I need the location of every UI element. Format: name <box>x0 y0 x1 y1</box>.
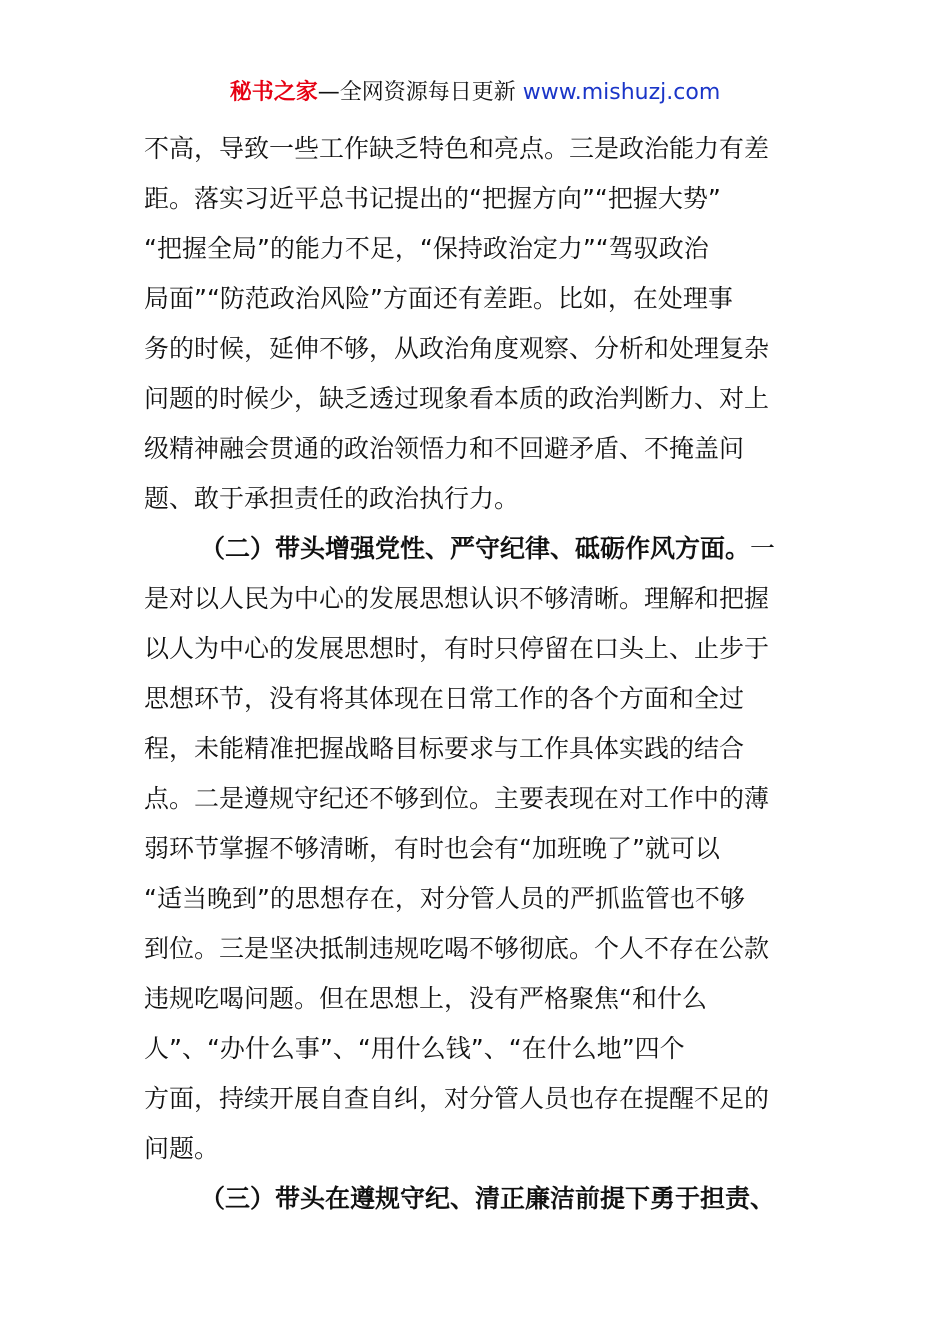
paragraph-line: 务的时候，延伸不够，从政治角度观察、分析和处理复杂 <box>144 334 770 363</box>
paragraph-line: 点。二是遵规守纪还不够到位。主要表现在对工作中的薄 <box>144 784 770 813</box>
paragraph-line: 不高，导致一些工作缺乏特色和亮点。三是政治能力有差 <box>144 134 770 163</box>
paragraph-line: 弱环节掌握不够清晰，有时也会有“加班晚了”就可以 <box>144 834 720 863</box>
section-3-heading: （三）带头在遵规守纪、清正廉洁前提下勇于担责、 <box>200 1184 776 1213</box>
section-2-lead: 一 <box>750 534 776 563</box>
paragraph-line: 方面，持续开展自查自纠，对分管人员也存在提醒不足的 <box>144 1084 770 1113</box>
section-2-heading: （二）带头增强党性、严守纪律、砥砺作风方面。 <box>200 534 751 563</box>
page-header <box>0 78 950 108</box>
paragraph-line: 局面”“防范政治风险”方面还有差距。比如，在处理事 <box>144 284 733 313</box>
paragraph-line: 人”、“办什么事”、“用什么钱”、“在什么地”四个 <box>144 1034 685 1063</box>
section-2-first-line <box>144 524 806 574</box>
site-tagline: —全网资源每日更新 <box>317 80 523 105</box>
paragraph-line: 程，未能精准把握战略目标要求与工作具体实践的结合 <box>144 734 745 763</box>
paragraph-line: 到位。三是坚决抵制违规吃喝不够彻底。个人不存在公款 <box>144 934 770 963</box>
paragraph-line: 是对以人民为中心的发展思想认识不够清晰。理解和把握 <box>144 584 770 613</box>
paragraph-line: “适当晚到”的思想存在，对分管人员的严抓监管也不够 <box>144 884 745 913</box>
site-brand: 秘书之家 <box>229 80 318 105</box>
paragraph-line: 题、敢于承担责任的政治执行力。 <box>144 484 520 513</box>
paragraph-line: 问题的时候少，缺乏透过现象看本质的政治判断力、对上 <box>144 384 770 413</box>
paragraph-line: 思想环节，没有将其体现在日常工作的各个方面和全过 <box>144 684 745 713</box>
paragraph-line: “把握全局”的能力不足，“保持政治定力”“驾驭政治 <box>144 234 709 263</box>
paragraph-line: 问题。 <box>144 1134 220 1163</box>
paragraph-line: 违规吃喝问题。但在思想上，没有严格聚焦“和什么 <box>144 984 707 1013</box>
paragraph-line: 以人为中心的发展思想时，有时只停留在口头上、止步于 <box>144 634 770 663</box>
site-url[interactable]: www.mishuzj.com <box>522 80 721 105</box>
paragraph-line: 距。落实习近平总书记提出的“把握方向”“把握大势” <box>144 184 721 213</box>
paragraph-line: 级精神融会贯通的政治领悟力和不回避矛盾、不掩盖问 <box>144 434 745 463</box>
document-body <box>144 124 806 1224</box>
